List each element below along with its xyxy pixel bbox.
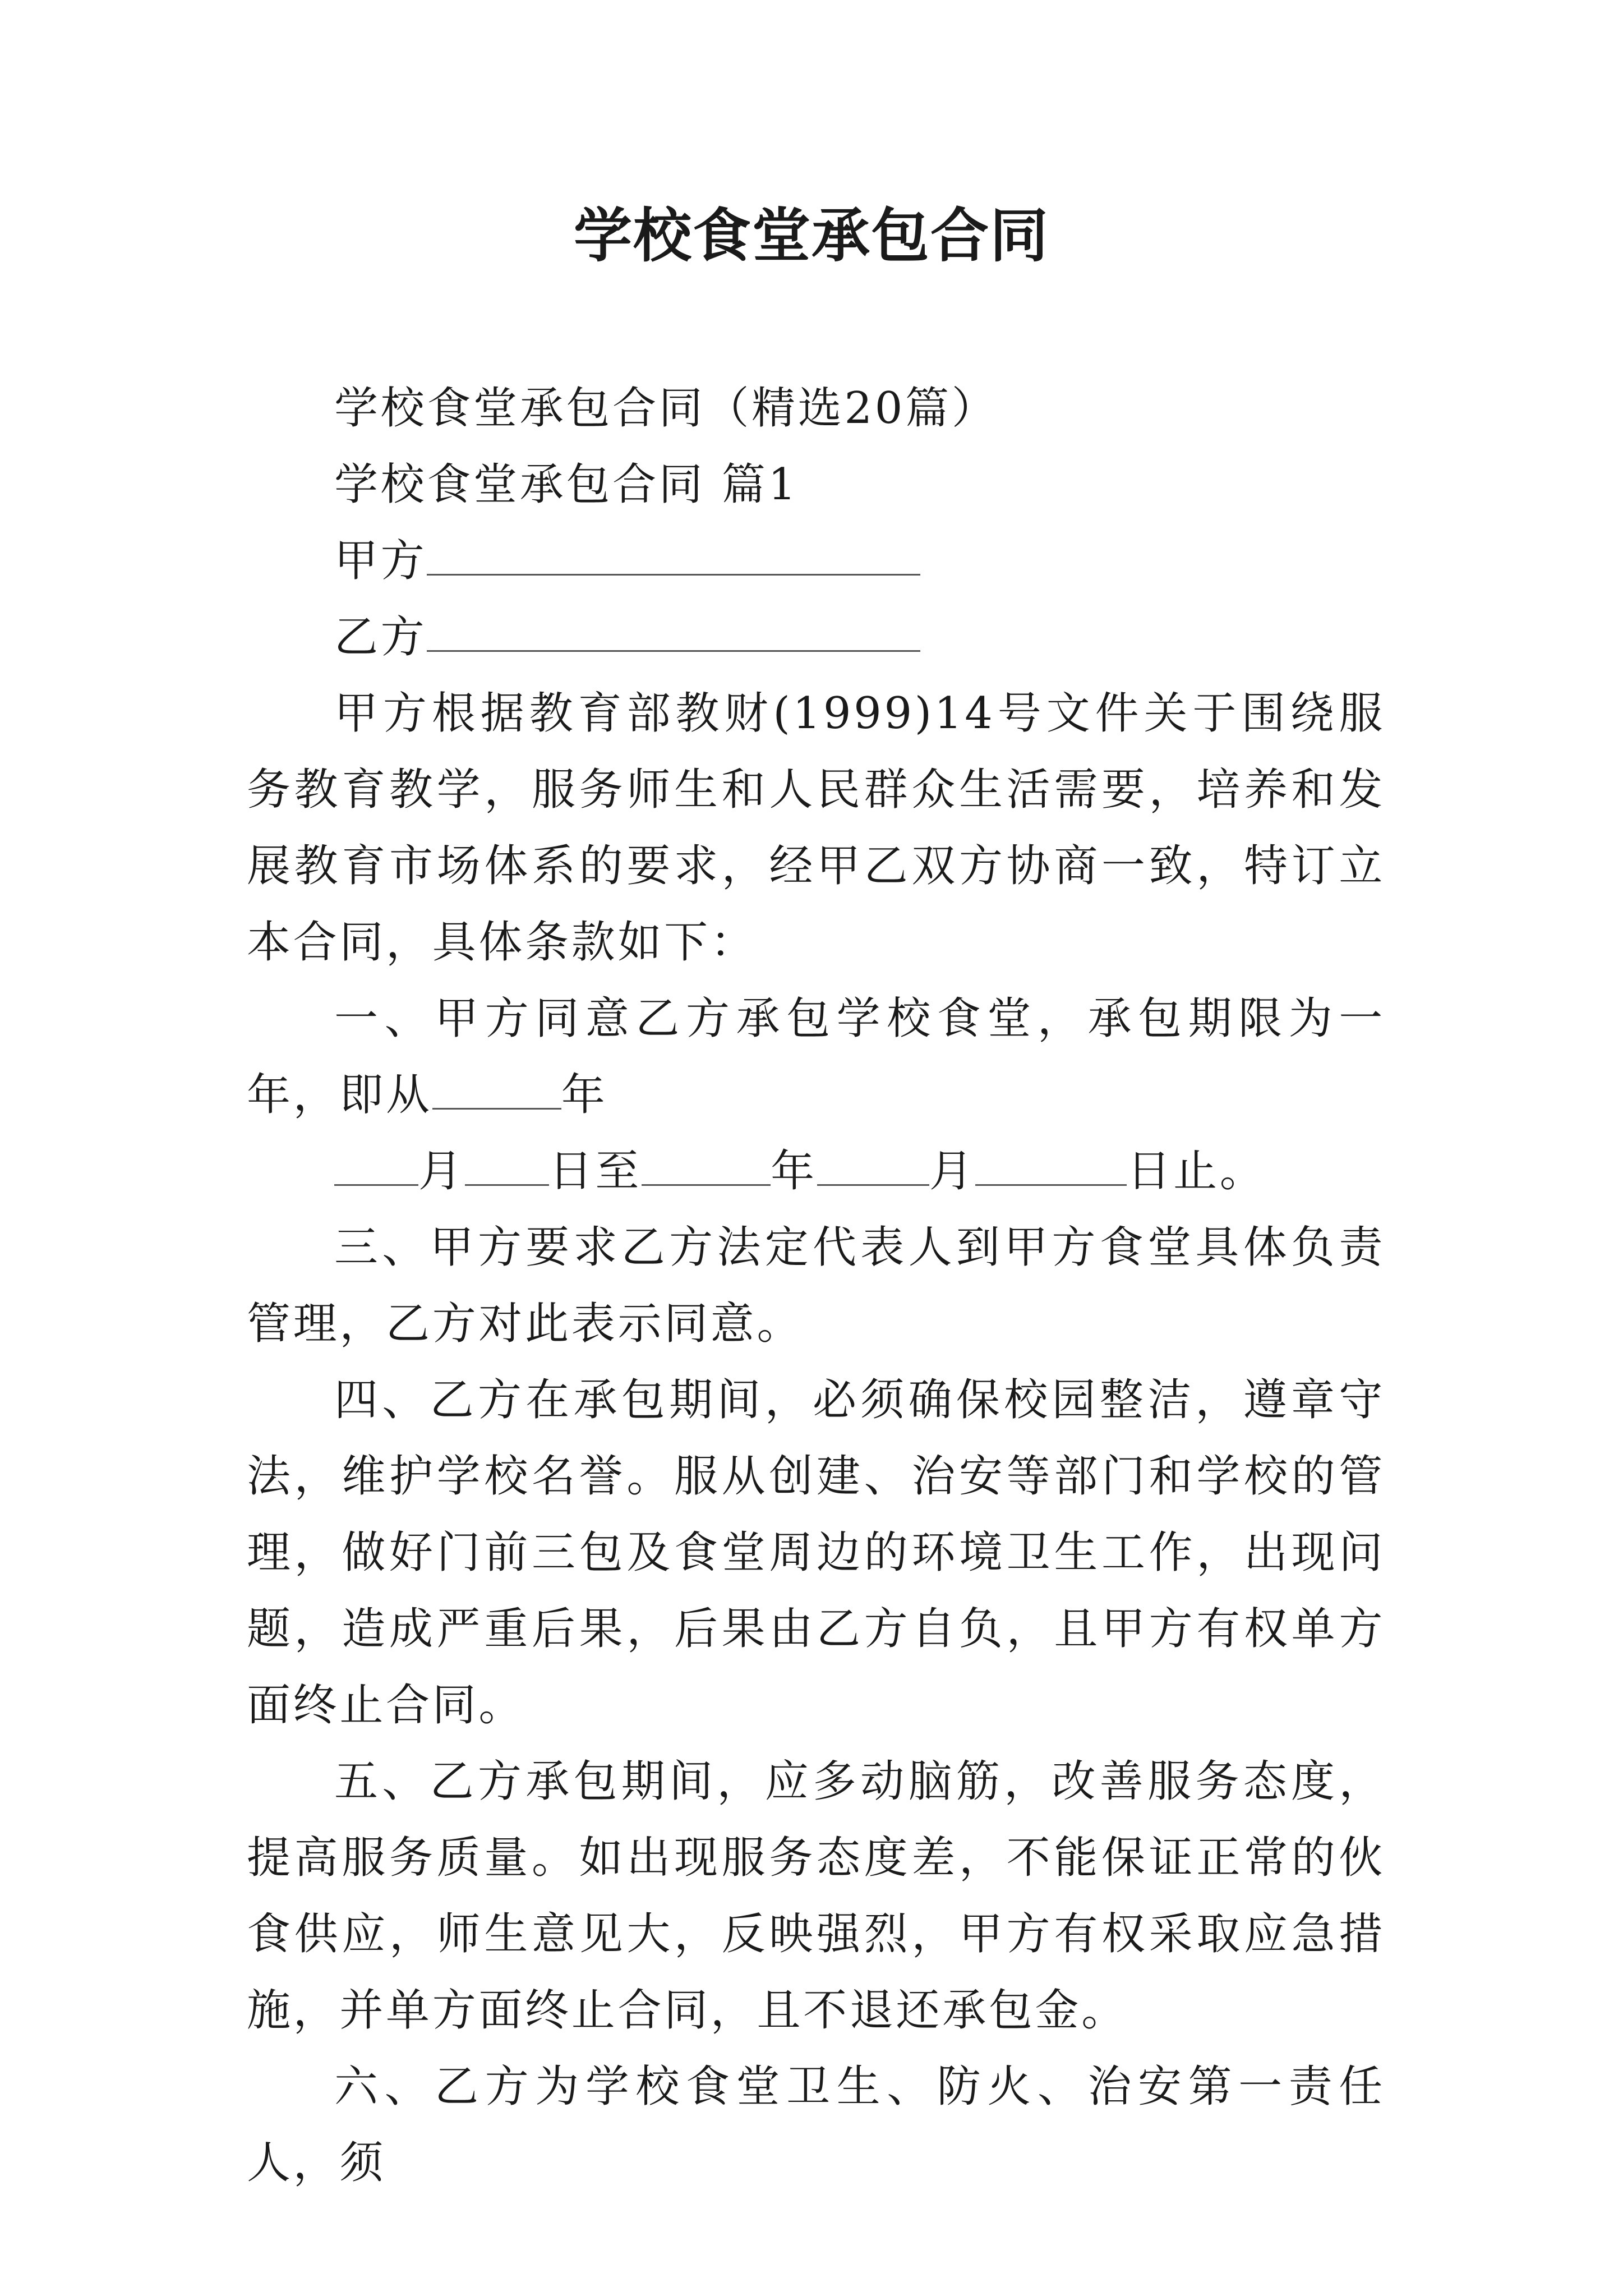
clause-1-start: 一、甲方同意乙方承包学校食堂，承包期限为一年，即从 [247, 993, 1385, 1120]
clause-3: 三、甲方要求乙方法定代表人到甲方食堂具体负责管理，乙方对此表示同意。 [247, 1222, 1385, 1349]
clause-1-year: 年 [561, 1070, 608, 1120]
clause-1-month2: 月 [929, 1146, 976, 1197]
clause-1-day2-blank [975, 1145, 1127, 1186]
clause-5: 五、乙方承包期间，应多动脑筋，改善服务态度，提高服务质量。如出现服务态度差，不能保证正常的伙食供应，师生意见大，反映强烈，甲方有权采取应急措施，并单方面终止合同，且不退还承包金。 [247, 1756, 1385, 2036]
document-subtitle: 学校食堂承包合同（精选20篇） [334, 383, 998, 434]
clause-1 [247, 981, 1385, 1133]
clause-1-end: 日止。 [1127, 1146, 1266, 1197]
clause-1-month-blank [334, 1145, 418, 1186]
party-b-blank [427, 611, 920, 652]
clause-1-dates [247, 1133, 1385, 1209]
clause-1-year-blank [432, 1069, 561, 1110]
clause-1-year2-blank [642, 1145, 771, 1186]
document-title: 学校食堂承包合同 [573, 201, 1049, 270]
party-b-line [247, 599, 1385, 675]
intro-paragraph: 甲方根据教育部教财(1999)14号文件关于围绕服务教育教学，服务师生和人民群众生活需要，培养和发展教育市场体系的要求，经甲乙双方协商一致，特订立本合同，具体条款如下： [247, 688, 1385, 968]
party-b-label: 乙方 [334, 612, 427, 662]
party-a-label: 甲方 [334, 536, 427, 586]
party-a-line [247, 523, 1385, 599]
clause-1-month: 月 [418, 1146, 465, 1197]
clause-1-day-to: 日至 [548, 1146, 642, 1197]
clause-1-month2-blank [817, 1145, 929, 1186]
clause-6: 六、乙方为学校食堂卫生、防火、治安第一责任人，须 [247, 2062, 1385, 2188]
section-heading: 学校食堂承包合同 篇1 [334, 459, 799, 510]
clause-1-year2: 年 [771, 1146, 817, 1197]
document-body [247, 370, 1385, 2201]
clause-4: 四、乙方在承包期间，必须确保校园整洁，遵章守法，维护学校名誉。服从创建、治安等部门和学校的管理，做好门前三包及食堂周边的环境卫生工作，出现问题，造成严重后果，后果由乙方自负，且甲方有权单方面终止合同。 [247, 1375, 1385, 1731]
clause-1-day-blank [465, 1145, 549, 1186]
party-a-blank [427, 535, 920, 576]
